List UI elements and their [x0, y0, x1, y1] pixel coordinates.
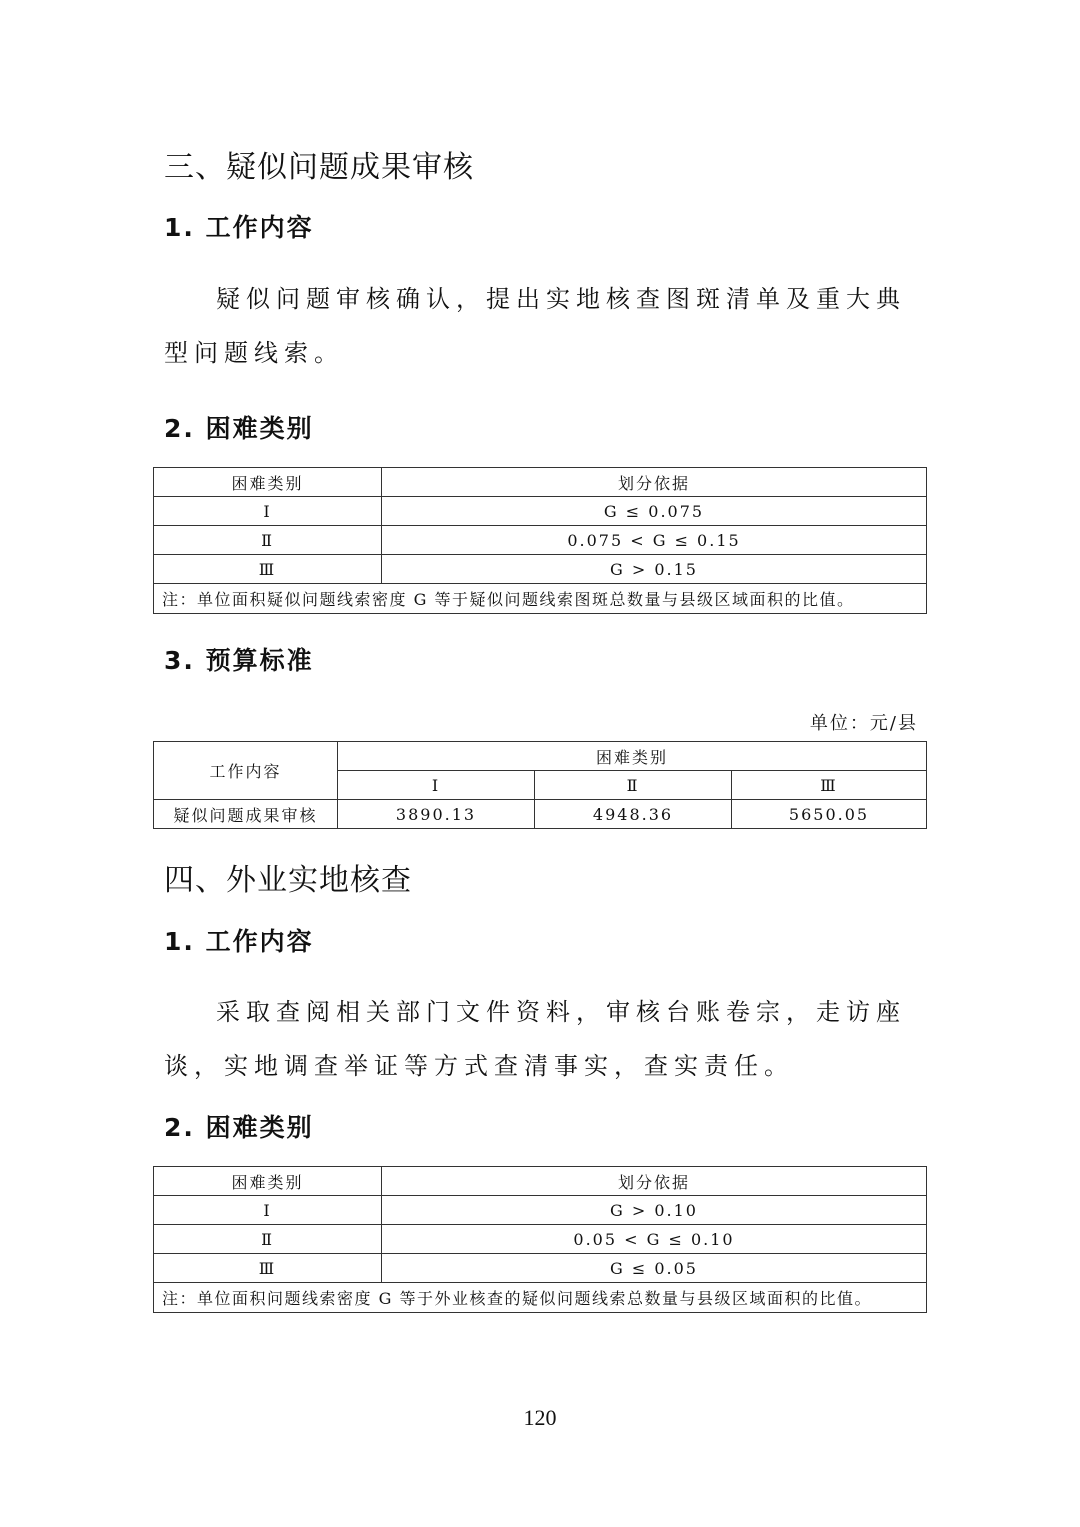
table-cell: Ⅱ — [154, 526, 382, 555]
table-header-row — [154, 742, 927, 771]
table-header-cell: 困难类别 — [154, 468, 382, 497]
table-header-cell: Ⅲ — [732, 771, 927, 800]
table-note-row — [154, 1283, 927, 1313]
table-note: 注：单位面积问题线索密度 G 等于外业核查的疑似问题线索总数量与县级区域面积的比值。 — [154, 1283, 927, 1313]
table-row — [154, 1225, 927, 1254]
section3-work-heading: 1. 工作内容 — [164, 213, 314, 242]
section3-work-text: 疑似问题审核确认，提出实地核查图斑清单及重大典型问题线索。 — [164, 285, 906, 367]
table-note-row — [154, 584, 927, 614]
section3-difficulty-table — [153, 467, 927, 614]
table-header-row — [154, 468, 927, 497]
table-cell: Ⅰ — [154, 1196, 382, 1225]
table-cell: G ≤ 0.075 — [382, 497, 927, 526]
table-row — [154, 555, 927, 584]
table-row — [154, 526, 927, 555]
table-cell: Ⅱ — [154, 1225, 382, 1254]
table-header-cell: 划分依据 — [382, 468, 927, 497]
section3-difficulty-heading: 2. 困难类别 — [164, 414, 314, 443]
budget-unit: 单位：元/县 — [809, 713, 918, 734]
table-row — [154, 497, 927, 526]
table-cell: 0.075 < G ≤ 0.15 — [382, 526, 927, 555]
section4-title: 四、外业实地核查 — [164, 863, 412, 898]
table-cell: Ⅲ — [154, 1254, 382, 1283]
table-cell: 3890.13 — [338, 800, 535, 829]
section3-budget-table — [153, 741, 927, 829]
table-header-row — [154, 1167, 927, 1196]
section4-work-heading: 1. 工作内容 — [164, 927, 314, 956]
table-header-cell: 困难类别 — [154, 1167, 382, 1196]
table-note: 注：单位面积疑似问题线索密度 G 等于疑似问题线索图斑总数量与县级区域面积的比值。 — [154, 584, 927, 614]
table-header-cell: Ⅰ — [338, 771, 535, 800]
table-cell: 5650.05 — [732, 800, 927, 829]
section4-work-text: 采取查阅相关部门文件资料，审核台账卷宗，走访座谈，实地调查举证等方式查清事实，查实责任。 — [164, 998, 906, 1080]
table-cell: Ⅲ — [154, 555, 382, 584]
section4-difficulty-heading: 2. 困难类别 — [164, 1113, 314, 1142]
table-cell: 4948.36 — [535, 800, 732, 829]
table-row — [154, 1196, 927, 1225]
table-cell: G ≤ 0.05 — [382, 1254, 927, 1283]
table-cell: G > 0.10 — [382, 1196, 927, 1225]
section3-budget-heading: 3. 预算标准 — [164, 646, 314, 675]
section3-title: 三、疑似问题成果审核 — [164, 150, 474, 185]
table-header-cell: 困难类别 — [338, 742, 927, 771]
table-header-cell: Ⅱ — [535, 771, 732, 800]
page-number: 120 — [523, 1405, 557, 1430]
table-cell: G > 0.15 — [382, 555, 927, 584]
table-cell: Ⅰ — [154, 497, 382, 526]
table-row — [154, 1254, 927, 1283]
table-header-cell: 划分依据 — [382, 1167, 927, 1196]
table-cell: 疑似问题成果审核 — [154, 800, 338, 829]
table-cell: 0.05 < G ≤ 0.10 — [382, 1225, 927, 1254]
section4-difficulty-table — [153, 1166, 927, 1313]
table-row — [154, 800, 927, 829]
table-header-cell: 工作内容 — [154, 742, 338, 800]
